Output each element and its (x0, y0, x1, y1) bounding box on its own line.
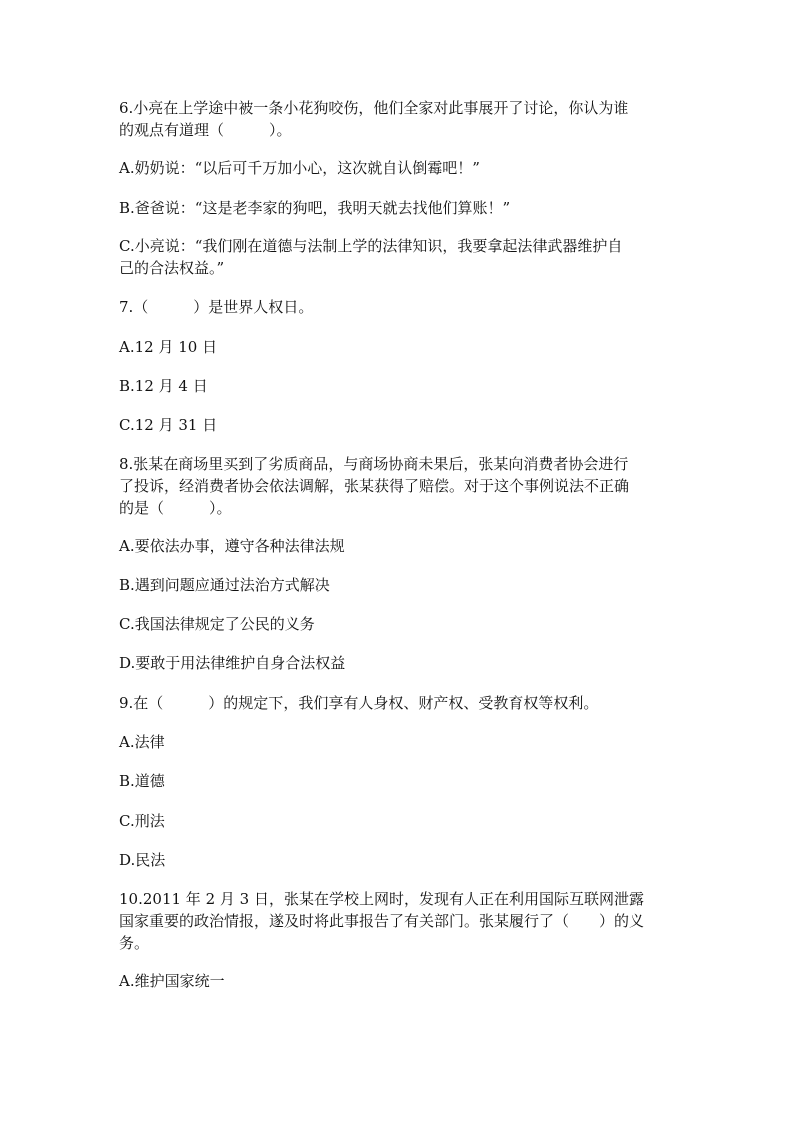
question-8-stem-line-1: 8.张某在商场里买到了劣质商品，与商场协商未果后，张某向消费者协会进行 (119, 455, 629, 473)
question-6-option-b: B.爸爸说：“这是老李家的狗吧，我明天就去找他们算账！” (119, 199, 511, 217)
question-6-stem-line-2: 的观点有道理（ ）。 (119, 121, 292, 139)
question-7-option-b: B.12 月 4 日 (119, 377, 208, 395)
question-9-option-a: A.法律 (119, 733, 165, 751)
question-9-option-d: D.民法 (119, 851, 166, 869)
question-6-option-c-line-1: C.小亮说：“我们刚在道德与法制上学的法律知识，我要拿起法律武器维护自 (119, 237, 623, 255)
question-8-option-a: A.要依法办事，遵守各种法律法规 (119, 537, 345, 555)
question-6-stem-line-1: 6.小亮在上学途中被一条小花狗咬伤，他们全家对此事展开了讨论，你认为谁 (119, 99, 629, 117)
question-8-stem-line-2: 了投诉，经消费者协会依法调解，张某获得了赔偿。对于这个事例说法不正确 (119, 477, 630, 495)
question-7-stem: 7.（ ）是世界人权日。 (119, 298, 314, 316)
question-9-option-c: C.刑法 (119, 812, 165, 830)
question-8-option-d: D.要敢于用法律维护自身合法权益 (119, 654, 346, 672)
question-10-stem-line-1: 10.2011 年 2 月 3 日，张某在学校上网时，发现有人正在利用国际互联网泄露 (119, 890, 644, 908)
question-8-option-b: B.遇到问题应通过法治方式解决 (119, 576, 330, 594)
question-9-stem: 9.在（ ）的规定下，我们享有人身权、财产权、受教育权等权利。 (119, 694, 599, 712)
question-6-option-c-line-2: 己的合法权益。” (119, 259, 225, 277)
question-7-option-c: C.12 月 31 日 (119, 416, 218, 434)
question-6-option-a: A.奶奶说：“以后可千万加小心，这次就自认倒霉吧！” (119, 159, 480, 177)
question-8-option-c: C.我国法律规定了公民的义务 (119, 615, 315, 633)
question-10-stem-line-2: 国家重要的政治情报，遂及时将此事报告了有关部门。张某履行了（ ）的义 (119, 912, 645, 930)
question-7-option-a: A.12 月 10 日 (119, 338, 218, 356)
question-9-option-b: B.道德 (119, 772, 165, 790)
question-10-stem-line-3: 务。 (119, 934, 150, 952)
question-8-stem-line-3: 的是（ ）。 (119, 499, 232, 517)
question-10-option-a: A.维护国家统一 (119, 972, 225, 990)
